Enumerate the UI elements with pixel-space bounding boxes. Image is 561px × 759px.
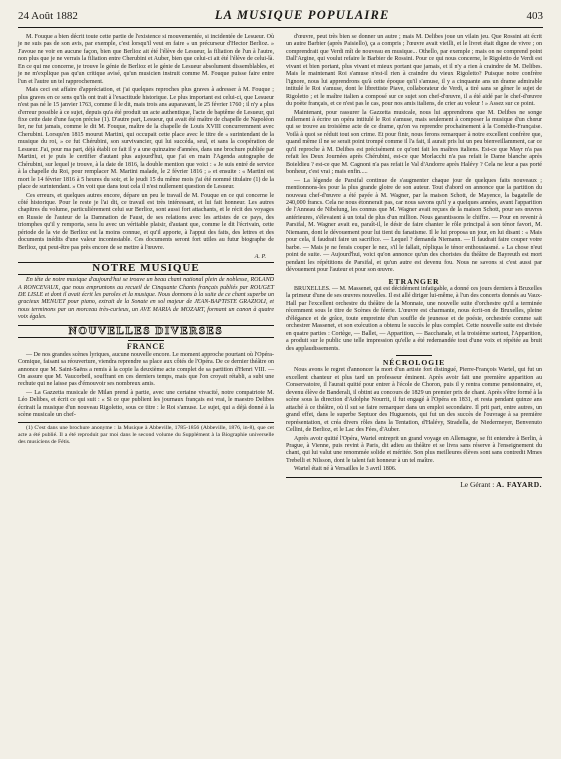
france-subheading: FRANCE xyxy=(126,342,166,352)
obituary-paragraph: Wartel était né à Versailles le 3 avril 1806. xyxy=(294,466,397,473)
issue-date: 24 Août 1882 xyxy=(18,10,78,22)
footnote xyxy=(18,422,274,446)
article-paragraph: Mais ceci est affaire d'appréciation, et j'ai quelques reproches plus graves à adresser à M. Fouque ; plus graves en ce sens qu'ils ont trait à l'exactitude historique. Le plus important est celui-ci, que Lesueur n'est pas né le 15 janvier 1763, comme il le dit, mais trois ans auparavant, le 25 février 1760 ; il n'y a plus d'erreur possible à ce sujet, depuis qu'a été produit un acte authentique, l'acte de baptême de Lesueur, qui fixe cette date d'une façon précise (1). D'autre part, Lesueur, qui avait été maître de chapelle de Napoléon Ier, ne fut jamais, comme le dit M. Fouque, maître de la chapelle de Louis XVIII concurremment avec Cherubini. Lorsqu'en 1815 mourut Martini, qui occupait cette place avec le titre de « surintendant de la musique du roi, » ce fut Chérubini, son survivancier, qui lui succéda, seul, et sans la coopération de Lesueur. J'ai, pour ma part, déjà établi ce fait il y a une quinzaine d'années, dans une brochure publiée par Martini, et je puis le certifier d'autant plus aujourd'hui, que j'ai en main l'Agenda autographe de Chérubini, sur lequel je trouve, à la date de 1816, la double mention que voici : « Je suis entré de service à la chapelle du Roi, pour remplacer M. Martini malade, le 2 février 1816 ; » et ensuite : « Martini est mort le 14 février 1816 à 5 heures du soir, et le jeudi 15 du même mois j'ai été nommé titulaire (1) de la place de surintendant. » On voit que dans tout cela il n'est nullement question de Lesueur. xyxy=(18,87,274,191)
masthead-rule xyxy=(18,27,543,28)
news-paragraph: — De nos grandes scènes lyriques, aucune nouvelle encore. Le moment approche pourtant où l'Opéra-Comique, faisant sa réouverture, viendra reprendre sa place aux côtés de l'Opéra. De ce dernier théâtre on annonce que M. Saint-Saëns a remis à la copie la deuxième acte complet de sa partition d'Henri VIII. — On assure que M. Vaucorbeil, souffrant en ces derniers temps, mais que l'on croyait rétabli, a subi une rechute qui ne laisse pas d'émouvoir ses nombreux amis. xyxy=(18,351,274,388)
gerant-line xyxy=(286,477,542,488)
masthead xyxy=(18,8,543,24)
right-column xyxy=(286,34,542,488)
news-paragraph: Maintenant, pour rassurer la Gazzetta musicale, nous lui apprendrons que M. Delibes ne songe nullement à écrire un opéra intitulé le Roi s'amuse, mais seulement à composer la musique d'un chœur qui se trouve au troisième acte de ce drame, qu'on va reprendre prochainement à la Comédie-Française. Voilà à quoi se réduit tout son crime. Et pour finir, nous ferons remarquer à notre excellent confrère que, quand même il ne se serait point trompé comme il l'a fait, il aurait pris lui un peu bienveillamment, car ce qu'il reproche à M. Delibes est précisément ce qu'ont fait les maîtres italiens. Est-ce que Mayr n'a pas refait les Deux Journées après Chérubini, est-ce que Morlacchi n'a pas refait le Dame blanche après Boieldieu ? est-ce que M. Cagnoni n'a pas refait le Val d'Andorre après Halévy ? Cela ne leur a pas porté bonheur, c'est vrai ; mais enfin..... xyxy=(286,109,542,176)
publication-title: LA MUSIQUE POPULAIRE xyxy=(214,8,390,22)
news-paragraph: — La légende de Parsifal continue de s'augmenter chaque jour de quelques faits nouveaux ; mentionnons-les pour la plus grande gloire de son auteur. Tout d'abord on annonce que la partition du nouveau chef-d'œuvre a été payée à M. Wagner, par la maison Schott, de Mayence, la bagatelle de 240,000 francs. Cela ne nous étonnerait pas, car nous savons qu'il y a quelques années, avant l'apparition de l'Anneau de Nibelung, les connus que M. Wagner avait reçues de la maison Schott, pour ses œuvres antérieures, s'élevaient à un total de plus d'un million. Nous garantissons le chiffre. — Pour en revenir à Parsifal, M. Wagner avait eu, paraît-il, le désir de faire chanter le rôle principal à son ténor favori, M. Niemann, dont le dévouement pour lui tient du fanatisme. Il le lui proposa un jour, en lui disant : « Mais pour cela, il faudrait faire un sacrifice. — Lequel ? demanda Niemann. — Il faudrait faire couper votre barbe. — Mais je ne ferais couper le nez, s'il le fallait, répliqua le ténor enthousiasmé. » La chose n'eut point de suite. — Aujourd'hui, voici qu'on annonce qu'un des choristes du théâtre de Bayreuth est mort pendant les répétitions de Parsifal, et qu'un autre est devenu fou. Nous ne savons si c'est aussi par dévouement pour l'auteur et pour son œuvre. xyxy=(286,177,542,274)
page-number: 403 xyxy=(526,10,543,22)
footnote-text: (1) C'est dans une brochure anonyme : la Musique à Abbeville, 1785-1856 (Abbeville, 1876, in-8), que cet acte a été publié. Il a été reproduit par moi dans le second volume du Supplément à la Biographie universelle des musiciens de Fétis. xyxy=(18,424,274,445)
gerant-name: A. FAYARD. xyxy=(496,479,542,489)
article-paragraph: M. Fouque a bien décrit toute cette partie de l'existence si mouvementée, si incidentée de Lesueur. Où je ne suis pas de son avis, par exemple, c'est lorsqu'il veut en faire « un précurseur d'Hector Berlioz. » J'avoue ne voir en aucune façon, bien que Berlioz ait été l'élève de Lesueur, la filiation de l'un à l'autre, non plus que je ne verrais la filiation entre Cherubini et Auber, bien que celui-ci ait été l'élève de celui-là. En ce qui me concerne, je trouve le génie de Berlioz et le génie de Lesueur absolument dissemblables, et je ne m'explique pas qu'un critique avisé, qu'un musicien instruit comme M. Fouque puisse faire entre l'un et l'autre un tel rapprochement. xyxy=(18,34,274,85)
nouvelles-heading: NOUVELLES DIVERSES xyxy=(18,325,274,338)
notre-musique-paragraph: En tête de notre musique d'aujourd'hui se trouve un beau chant national plein de noblesse, ROLAND A RONCEVAUX, que nous empruntons au recueil de Cinquante Chants français publiés par ROUGET DE LISLE et dont il avait écrit les paroles et la musique. Nous donnons à la suite de ce chant superbe un gracieux MENUET pour piano, extrait de la Sonate en sol majeur de JEAN-BAPTISTE GRAZIOLI, et nous terminons par un morceau très-curieux, un AVE MARIA de MOZART, formant un canon à quatre voix égales. xyxy=(18,277,274,321)
gerant-label: Le Gérant : xyxy=(460,479,495,489)
obituary-paragraph: Nous avons le regret d'annoncer la mort d'un artiste fort distingué, Pierre-François Wartel, qui fut un excellent chanteur et plus tard un professeur éminent. Après avoir fait une première apparition au Conservatoire, il l'aurait quitté pour entrer à l'école de Choron, puis il y rentra comme pensionnaire, et, devenu élève de Banderali, il obtint au concours de 1829 un premier prix de chant. Après s'être formé à la scène sous la direction d'Adolphe Nourrit, il fut engagé à l'Opéra en 1831, et resta pendant quinze ans attaché à ce théâtre, où il sut se faire remarquer dans un emploi secondaire. Il prit part, entre autres, un grand effet, dans le superbe Septuor des Huguenots, qui fut un des succès de l'ouvrage à sa première représentation, et créa divers rôles dans la Tentation, d'Halévy, Stradella, de Niedermeyer, Benvenuto Cellini, de Berlioz, et le Lac des Fées, d'Auber. xyxy=(286,367,542,434)
section-divider xyxy=(396,355,432,356)
article-paragraph: Ces erreurs, et quelques autres encore, dépare un peu le travail de M. Fouque en ce qui concerne le côté historique. Pour le reste je l'ai dit, ce travail est très intéressant, et lui fait honneur. Les autres chapitres du volume, particulièrement celui sur Berlioz, sont aussi fort attachants, et le récit des voyages en Russie de l'auteur de la Damnation de Faust, de ses relations avec les artistes de ce pays, des triomphes qu'il y remporta, sera lu avec un véritable plaisir, d'autant que, comme le dit l'écrivain, cette période de la vie de Berlioz est la moins connue, et qu'il apporte, à l'appui des faits, des lettres et des documents inédits d'une valeur incontestable. Ces documents seront fort utiles au futur biographe de Berlioz, qui peut-être pas près encore de se mettre à l'œuvre. xyxy=(18,192,274,251)
news-paragraph: — La Gazzetta musicale de Milan prend à partie, avec une certaine vivacité, notre compatriote M. Léo Delibes, et écrit ce qui suit : « Si ce que publient les journaux français est vrai, le maestro Delibes écrirait la musique d'un nouveau Rigoletto, sous ce titre : le Roi s'amuse. Le sujet, qui a déjà donné à la scène musicale un chef- xyxy=(18,389,274,419)
necrologie-heading: NÉCROLOGIE xyxy=(382,358,446,368)
etranger-heading: ETRANGER xyxy=(388,276,440,286)
section-divider xyxy=(128,340,164,341)
notre-musique-heading: NOTRE MUSIQUE xyxy=(18,262,274,275)
news-paragraph: d'œuvre, peut très bien se donner un autre ; mais M. Delibes joue un vilain jeu. Que Rossini ait écrit un autre Barbier (après Paisiello), ça a compris ; l'œuvre avait vieilli, et le livret était digne de vivre ; on comprendrait que Verdi mît de nouveau en musique... Othello, par exemple ; mais on ne comprend point Dall'Argine, qui voulut refaire le Barbier de Rossini. Pour ce qui nous concerne, le Rigoletto de Verdi est vivant et bien portant, plus vivant et mieux portant que jamais, et il n'y a rien à craindre de M. Delibes. Mais le maintenant Roi s'amuse n'est-il rien à craindre du vieux Rigoletto? Puisque notre confrère l'ignore, nous lui apprendrons qu'à cette époque qu'il s'amuse, il y a cinquante ans un drame admirable intitulé le Roi s'amuse, dont le librettiste Piave, collaborateur de Verdi, a tiré sans se gêner le sujet de Rigoletto ; et le maître italien a composé sur ce sujet son chef-d'œuvre, il a été aidé par le chef-d'œuvre du poète français, et ce n'est pas le cas, pour nos amis italiens, de crier au voleur ! » Assez sur ce point. xyxy=(286,34,542,108)
left-column xyxy=(18,34,274,488)
article-signature: A. P. xyxy=(254,253,266,261)
obituary-paragraph: Après avoir quitté l'Opéra, Wartel entreprit un grand voyage en Allemagne, se fit entendre à Berlin, à Prague, à Vienne, puis revint à Paris, dit adieu au théâtre et se livra sans réserve à l'enseignement du chant, qui lui valut une renommée solide et méritée. Son plus meilleures élèves sont sans contredit Mmes Trebelli et Nilsson, dont le talent fait honneur à un tel maître. xyxy=(286,435,542,464)
columns xyxy=(18,34,543,488)
etranger-paragraph: BRUXELLES. — M. Massenet, qui est décidément infatigable, a donné ces jours derniers à Bruxelles la primeur d'une de ses œuvres nouvelles. Il est allé diriger lui-même, à l'un des concerts donnés au Vaux-Hall par l'excellent orchestre du théâtre de la Monnaie, une nouvelle suite d'orchestre qu'il a terminée récemment sous le titre de Scènes de féerie. L'œuvre est charmante, nous écrit-on de Bruxelles, pleine d'élégance et de grâce, toute empreinte d'un souffle de jeunesse et de poésie, orchestrée comme sait orchestrer Massenet, et son exécution a obtenu le succès le plus complet. Cette nouvelle suite est divisée en quatre parties : Cortège, — Ballet, — Apparition, — Bacchanale, et la troisième surtout, l'Apparition, a produit sur le public une telle impression qu'elle a été redemandée tout d'une voix et répétée au bruit des applaudissements. xyxy=(286,285,542,352)
